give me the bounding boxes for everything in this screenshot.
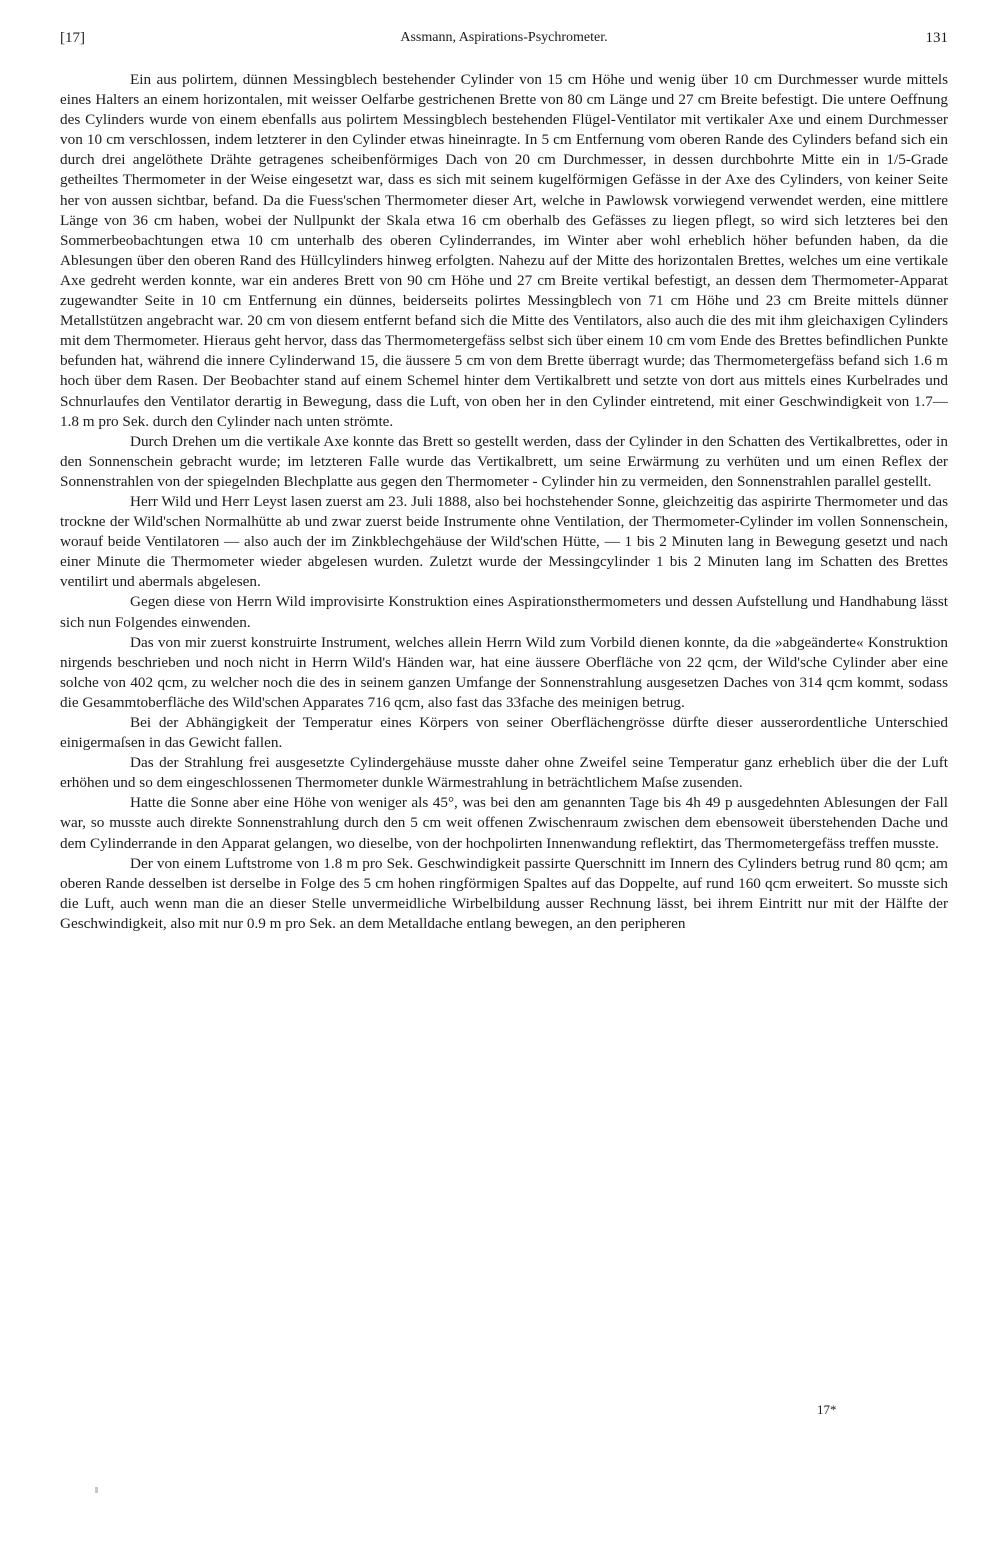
- paragraph: Ein aus polirtem, dünnen Messingblech bestehender Cylinder von 15 cm Höhe und wenig über 10 cm Durchmesser wurde mittels eines Halters an einem horizontalen, mit weisser Oelfarbe gestrichenen Brette von 80 cm Länge und 27 cm Breite befestigt. Die untere Oeffnung des Cylinders wurde von einem ebenfalls aus polirtem Messingblech bestehenden Flügel-Ventilator mit vertikaler Axe und einem Durchmesser von 10 cm verschlossen, indem letzterer in den Cylinder etwas hineinragte. In 5 cm Entfernung vom oberen Rande des Cylinders befand sich ein durch drei angelöthete Drähte getragenes scheibenförmiges Dach von 20 cm Durchmesser, in dessen durchbohrte Mitte ein in 1/5-Grade getheiltes Thermometer in der Weise eingesetzt war, dass es sich mit seinem kugelförmigen Gefässe in der Axe des Cylinders, von keiner Seite her von aussen sichtbar, befand. Da die Fuess'schen Thermometer dieser Art, welche in Pawlowsk vorwiegend verwendet werden, eine mittlere Länge von 36 cm haben, wobei der Nullpunkt der Skala etwa 16 cm oberhalb des Gefässes zu liegen pflegt, so wird sich letzteres bei den Sommerbeobachtungen etwa 10 cm unterhalb des oberen Cylinderrandes, im Winter aber wohl erheblich höher befunden haben, da die Ablesungen über den oberen Rand des Hüllcylinders hinweg erfolgten. Nahezu auf der Mitte des horizontalen Brettes, welches um eine vertikale Axe gedreht werden konnte, war ein anderes Brett von 90 cm Höhe und 27 cm Breite vertikal befestigt, an dessen dem Thermometer-Apparat zugewandter Seite in 10 cm Entfernung ein dünnes, beiderseits polirtes Messingblech von 71 cm Höhe und 23 cm Breite mittels dünner Metallstützen angebracht war. 20 cm von diesem entfernt befand sich die Mitte des Ventilators, also auch die des mit ihm gleichaxigen Cylinders mit dem Thermometer. Hieraus geht hervor, dass das Thermometergefäss selbst sich über einem 10 cm vom Ende des Brettes befindlichen Punkte befunden hat, während die innere Cylinderwand 15, die äussere 5 cm von dem Brette überragt wurde; das Thermometergefäss befand sich 1.6 m hoch über dem Rasen. Der Beobachter stand auf einem Schemel hinter dem Vertikalbrett und setzte von dort aus mittels eines Kurbelrades und Schnurlaufes den Ventilator derartig in Bewegung, dass die Luft, von oben her in den Cylinder eintretend, mit einer Geschwindigkeit von 1.7—1.8 m pro Sek. durch den Cylinder nach unten strömte.: [60, 71, 948, 430]
- paragraph: Herr Wild und Herr Leyst lasen zuerst am 23. Juli 1888, also bei hochstehender Sonne, gleichzeitig das aspirirte Thermometer und das trockne der Wild'schen Normalhütte ab und zwar zuerst beide Instrumente ohne Ventilation, der Thermometer-Cylinder im vollen Sonnenschein, worauf beide Ventilatoren — also auch der im Zinkblechgehäuse der Wild'schen Hütte, — 1 bis 2 Minuten lang in Bewegung gesetzt und nach einer Minute die Thermometer wieder abgelesen wurden. Zuletzt wurde der Messingcylinder 1 bis 2 Minuten lang im Schatten des Brettes ventilirt und abermals abgelesen.: [60, 492, 948, 591]
- paragraph: Bei der Abhängigkeit der Temperatur eines Körpers von seiner Oberflächengrösse dürfte dieser ausserordentliche Unterschied einigermaſsen in das Gewicht fallen.: [60, 714, 948, 752]
- running-header: [60, 30, 948, 54]
- running-title: Assmann, Aspirations-Psychrometer.: [400, 30, 608, 45]
- paragraph: Der von einem Luftstrome von 1.8 m pro Sek. Geschwindigkeit passirte Querschnitt im Innern des Cylinders betrug rund 80 qcm; am oberen Rande desselben ist derselbe in Folge des 5 cm hohen ringförmigen Spaltes auf das Doppelte, auf rund 160 qcm erweitert. So musste sich die Luft, auch wenn man die an dieser Stelle unvermeidliche Wirbelbildung ausser Rechnung lässt, bei ihrem Eintritt nur mit der Hälfte der Geschwindigkeit, also mit nur 0.9 m pro Sek. an dem Metalldache entlang bewegen, an den peripheren: [60, 854, 948, 932]
- body-text: [60, 70, 948, 934]
- paragraph: Das der Strahlung frei ausgesetzte Cylindergehäuse musste daher ohne Zweifel seine Temperatur ganz erheblich über die der Luft erhöhen und so dem eingeschlossenen Thermometer dunkle Wärmestrahlung in beträchtlichem Maſse zusenden.: [60, 754, 948, 792]
- paragraph: Das von mir zuerst konstruirte Instrument, welches allein Herrn Wild zum Vorbild dienen konnte, da die »abgeänderte« Konstruktion nirgends beschrieben und noch nicht in Herrn Wild's Händen war, hat eine äussere Oberfläche von 22 qcm, der Wild'sche Cylinder aber eine solche von 402 qcm, zu welcher noch die des in seinem ganzen Umfange der Sonnenstrahlung ausgesetzen Daches von 314 qcm kommt, sodass die Gesammtoberfläche des Wild'schen Apparates 716 qcm, also fast das 33fache des meinigen betrug.: [60, 633, 948, 711]
- page-number: 131: [925, 30, 948, 46]
- paragraph: Hatte die Sonne aber eine Höhe von weniger als 45°, was bei den am genannten Tage bis 4h 49 p ausgedehnten Ablesungen der Fall war, so musste auch direkte Sonnenstrahlung durch den 5 cm weit offenen Zwischenraum zwischen dem ebensoweit überstehenden Dache und dem Cylinderrande in den Apparat gelangen, wo dieselbe, von der hochpolirten Innenwandung reflektirt, das Thermometergefäss treffen musste.: [60, 794, 948, 852]
- scan-speck: [95, 1487, 98, 1493]
- paragraph: Gegen diese von Herrn Wild improvisirte Konstruktion eines Aspirationsthermometers und dessen Aufstellung und Handhabung lässt sich nun Folgendes einwenden.: [60, 593, 948, 631]
- section-number: [17]: [60, 30, 85, 46]
- signature-mark: 17*: [817, 1402, 837, 1417]
- paragraph: Durch Drehen um die vertikale Axe konnte das Brett so gestellt werden, dass der Cylinder in den Schatten des Vertikalbrettes, oder in den Sonnenschein gebracht wurde; im letzteren Falle wurde das Vertikalbrett, um seine Erwärmung zu verhüten und um einen Reflex der Sonnenstrahlen von der spiegelnden Blechplatte aus gegen den Thermometer - Cylinder hin zu vermeiden, den Sonnenstrahlen parallel gestellt.: [60, 432, 948, 490]
